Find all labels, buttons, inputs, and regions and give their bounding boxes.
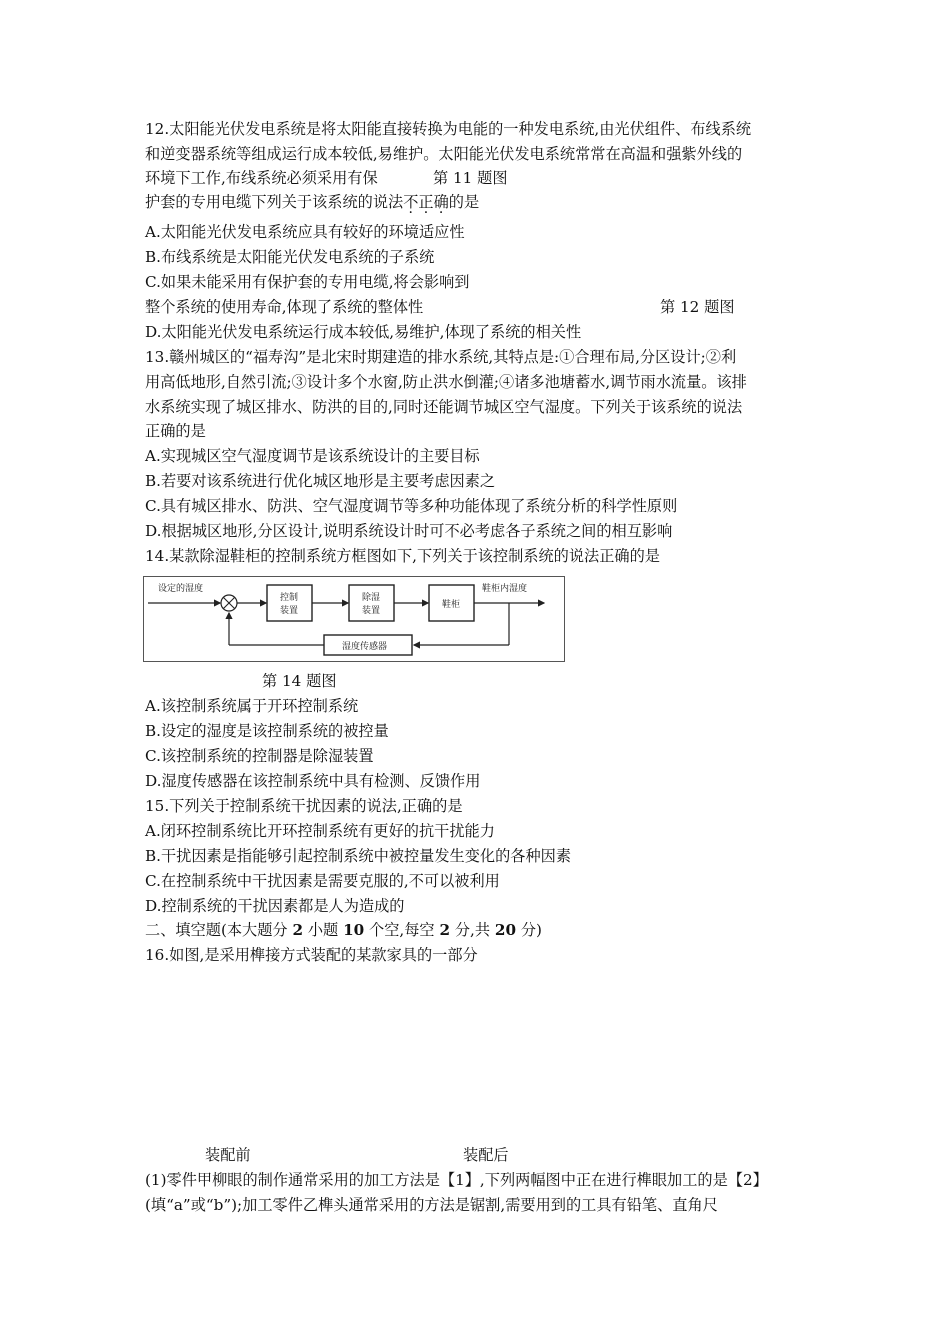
section-2-text-3: 个空,每空	[364, 921, 440, 939]
section-2-text-1: 二、填空题(本大题分	[145, 921, 293, 939]
block-diagram-svg	[144, 577, 564, 661]
q13-option-a: A.实现城区空气湿度调节是该系统设计的主要目标	[145, 447, 480, 465]
q12-option-a: A.太阳能光伏发电系统应具有较好的环境适应性	[145, 223, 465, 241]
q13-option-d: D.根据城区地形,分区设计,说明系统设计时可不必考虑各子系统之间的相互影响	[145, 522, 673, 540]
q15-line-1: 15.下列关于控制系统干扰因素的说法,正确的是	[145, 797, 463, 815]
q13-line-4: 正确的是	[145, 422, 206, 440]
q12-option-d: D.太阳能光伏发电系统运行成本较低,易维护,体现了系统的相关性	[145, 323, 582, 341]
q12-option-c-line-2: 整个系统的使用寿命,体现了系统的整体性	[145, 298, 424, 316]
q13-option-b: B.若要对该系统进行优化城区地形是主要考虑因素之	[145, 472, 496, 490]
before-assembly-caption: 装配前	[205, 1146, 251, 1164]
q14-option-d: D.湿度传感器在该控制系统中具有检测、反馈作用	[145, 772, 481, 790]
section-2-text-4: 分,共	[450, 921, 495, 939]
dehumidifier-label-2: 装置	[362, 606, 381, 616]
q13-line-2: 用高低地形,自然引流;③设计多个水窗,防止洪水倒灌;④诸多池塘蓄水,调节雨水流量。该排	[145, 373, 747, 391]
emphasis-char-2: 正	[418, 193, 434, 211]
q13-line-3: 水系统实现了城区排水、防洪的目的,同时还能调节城区空气湿度。下列关于该系统的说法	[145, 398, 743, 416]
controller-label-2: 装置	[280, 606, 299, 616]
section-2-text-2: 小题	[303, 921, 344, 939]
input-label: 设定的湿度	[158, 584, 204, 594]
q12-option-b: B.布线系统是太阳能光伏发电系统的子系统	[145, 248, 435, 266]
figure-11-caption: 第 11 题图	[433, 169, 508, 187]
q14-line-1: 14.某款除湿鞋柜的控制系统方框图如下,下列关于该控制系统的说法正确的是	[145, 547, 660, 565]
q12-line-1: 12.太阳能光伏发电系统是将太阳能直接转换为电能的一种发电系统,由光伏组件、布线系统	[145, 120, 752, 138]
emphasis-char-3: 确	[433, 193, 449, 211]
q12-stem-post: 的是	[448, 193, 480, 211]
q16-part1-line-2: (填“a”或“b”);加工零件乙榫头通常采用的方法是锯割,需要用到的工具有铅笔、直角尺	[145, 1196, 718, 1214]
emphasis-char-1: 不	[403, 193, 419, 211]
q14-option-a: A.该控制系统属于开环控制系统	[145, 697, 359, 715]
figure-12-caption: 第 12 题图	[660, 298, 735, 316]
q16-part1-line-1: (1)零件甲柳眼的制作通常采用的加工方法是【1】,下列两幅图中正在进行榫眼加工的是【2】	[145, 1171, 768, 1189]
q14-option-b: B.设定的湿度是该控制系统的被控量	[145, 722, 389, 740]
q15-option-c: C.在控制系统中干扰因素是需要克服的,不可以被利用	[145, 872, 500, 890]
section-2-heading	[145, 920, 542, 940]
shoe-cabinet-label: 鞋柜	[442, 600, 461, 610]
section-2-num-1: 2	[292, 921, 304, 939]
output-label: 鞋柜内湿度	[482, 584, 528, 594]
q13-option-c: C.具有城区排水、防洪、空气湿度调节等多种功能体现了系统分析的科学性原则	[145, 497, 678, 515]
q12-line-3: 环境下工作,布线系统必须采用有保	[145, 169, 378, 187]
section-2-num-3: 2	[439, 921, 451, 939]
q15-option-a: A.闭环控制系统比开环控制系统有更好的抗干扰能力	[145, 822, 495, 840]
q14-option-c: C.该控制系统的控制器是除湿装置	[145, 747, 374, 765]
q15-option-b: B.干扰因素是指能够引起控制系统中被控量发生变化的各种因素	[145, 847, 572, 865]
dehumidifier-label-1: 除湿	[362, 593, 381, 603]
q15-option-d: D.控制系统的干扰因素都是人为造成的	[145, 897, 405, 915]
controller-label-1: 控制	[280, 593, 299, 603]
q12-option-c-line-1: C.如果未能采用有保护套的专用电缆,将会影响到	[145, 273, 470, 291]
q13-line-1: 13.赣州城区的“福寿沟”是北宋时期建造的排水系统,其特点是:①合理布局,分区设计;②利	[145, 348, 737, 366]
comparator-symbol	[221, 595, 237, 611]
section-2-num-2: 10	[343, 921, 365, 939]
q16-line-1: 16.如图,是采用榫接方式装配的某款家具的一部分	[145, 946, 478, 964]
control-block-diagram	[143, 576, 565, 662]
q12-stem	[145, 192, 479, 212]
figure-14-caption: 第 14 题图	[262, 672, 337, 690]
section-2-text-5: 分)	[516, 921, 542, 939]
humidity-sensor-label: 湿度传感器	[342, 642, 388, 652]
q12-line-2: 和逆变器系统等组成运行成本较低,易维护。太阳能光伏发电系统常常在高温和强紫外线的	[145, 145, 743, 163]
q12-stem-pre: 护套的专用电缆下列关于该系统的说法	[145, 193, 404, 211]
section-2-num-4: 20	[494, 921, 517, 939]
after-assembly-caption: 装配后	[463, 1146, 509, 1164]
